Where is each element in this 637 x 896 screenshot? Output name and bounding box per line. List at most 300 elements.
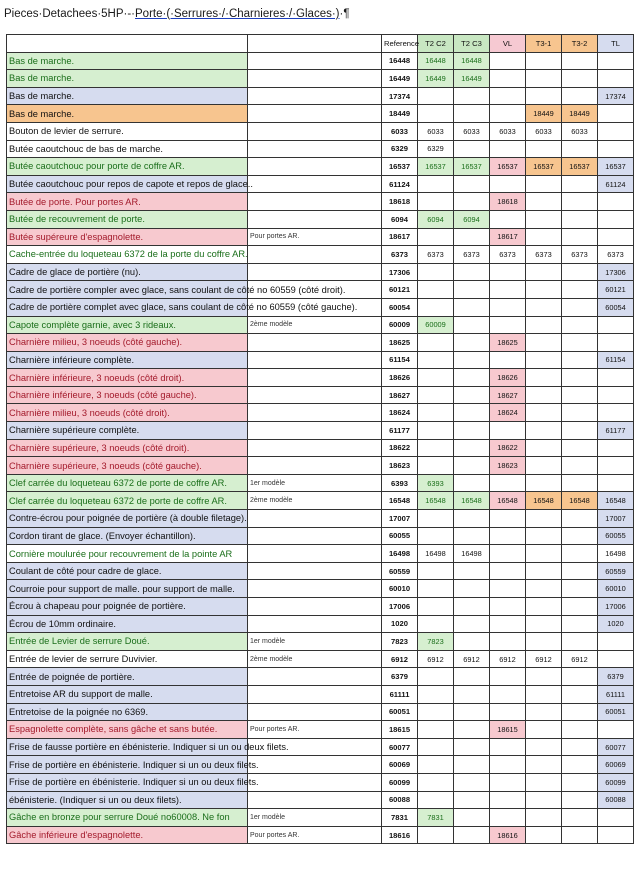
table-row: [7, 668, 634, 686]
model-cell-2: [454, 633, 490, 651]
model-cell-4: [526, 756, 562, 774]
part-note: [248, 87, 382, 105]
header-reference: Reference: [382, 35, 418, 53]
model-cell-3: [490, 351, 526, 369]
model-cell-3: [490, 140, 526, 158]
model-cell-6: 16548: [598, 492, 634, 510]
model-cell-3: 18618: [490, 193, 526, 211]
model-cell-5: [562, 210, 598, 228]
model-cell-1: 6373: [418, 246, 454, 264]
model-cell-2: 6094: [454, 210, 490, 228]
model-cell-5: [562, 809, 598, 827]
model-cell-5: [562, 633, 598, 651]
part-reference: 60069: [382, 756, 418, 774]
part-description: Clef carrée du loqueteau 6372 de porte de coffre AR.: [7, 474, 248, 492]
model-cell-1: [418, 175, 454, 193]
part-reference: 6379: [382, 668, 418, 686]
model-cell-6: 60051: [598, 703, 634, 721]
model-cell-1: [418, 281, 454, 299]
model-cell-4: [526, 175, 562, 193]
part-reference: 60009: [382, 316, 418, 334]
model-cell-3: [490, 615, 526, 633]
header-col-4: T3-1: [526, 35, 562, 53]
part-note: [248, 545, 382, 563]
model-cell-5: [562, 439, 598, 457]
model-cell-2: [454, 369, 490, 387]
part-note: [248, 773, 382, 791]
model-cell-5: [562, 580, 598, 598]
model-cell-6: 61177: [598, 422, 634, 440]
part-reference: 18625: [382, 334, 418, 352]
part-description: Charnière milieu, 3 noeuds (côté droit).: [7, 404, 248, 422]
model-cell-5: [562, 738, 598, 756]
model-cell-4: [526, 316, 562, 334]
part-description: Écrou à chapeau pour poignée de portière.: [7, 598, 248, 616]
model-cell-1: 16448: [418, 52, 454, 70]
model-cell-5: [562, 87, 598, 105]
model-cell-5: [562, 193, 598, 211]
table-row: [7, 756, 634, 774]
model-cell-5: 18449: [562, 105, 598, 123]
part-reference: 60121: [382, 281, 418, 299]
table-row: [7, 826, 634, 844]
model-cell-1: [418, 457, 454, 475]
table-row: [7, 246, 634, 264]
table-row: [7, 545, 634, 563]
model-cell-4: [526, 210, 562, 228]
part-description: Butée de recouvrement de porte.: [7, 210, 248, 228]
model-cell-5: [562, 773, 598, 791]
model-cell-1: [418, 791, 454, 809]
model-cell-6: 60077: [598, 738, 634, 756]
model-cell-1: [418, 351, 454, 369]
part-description: Butée supéreure d'espagnolette.: [7, 228, 248, 246]
model-cell-4: [526, 738, 562, 756]
model-cell-1: [418, 404, 454, 422]
part-reference: 60051: [382, 703, 418, 721]
part-note: [248, 158, 382, 176]
model-cell-5: [562, 351, 598, 369]
part-description: Écrou de 10mm ordinaire.: [7, 615, 248, 633]
part-note: Pour portes AR.: [248, 228, 382, 246]
model-cell-6: [598, 210, 634, 228]
part-reference: 6094: [382, 210, 418, 228]
model-cell-2: [454, 422, 490, 440]
model-cell-5: [562, 263, 598, 281]
model-cell-4: [526, 633, 562, 651]
model-cell-4: [526, 298, 562, 316]
model-cell-6: 17374: [598, 87, 634, 105]
model-cell-5: [562, 703, 598, 721]
model-cell-3: 18617: [490, 228, 526, 246]
model-cell-6: [598, 650, 634, 668]
model-cell-4: [526, 52, 562, 70]
header-desc-cell: [7, 35, 248, 53]
model-cell-3: [490, 703, 526, 721]
part-note: [248, 562, 382, 580]
model-cell-2: [454, 316, 490, 334]
model-cell-6: [598, 474, 634, 492]
table-row: [7, 650, 634, 668]
model-cell-1: [418, 756, 454, 774]
model-cell-6: [598, 316, 634, 334]
model-cell-3: [490, 738, 526, 756]
table-row: [7, 457, 634, 475]
model-cell-4: [526, 545, 562, 563]
table-row: [7, 351, 634, 369]
table-row: [7, 105, 634, 123]
part-reference: 16548: [382, 492, 418, 510]
model-cell-5: [562, 562, 598, 580]
part-note: [248, 334, 382, 352]
model-cell-4: [526, 580, 562, 598]
model-cell-5: [562, 598, 598, 616]
model-cell-3: 18623: [490, 457, 526, 475]
part-note: [248, 175, 382, 193]
model-cell-2: 6033: [454, 122, 490, 140]
table-row: [7, 228, 634, 246]
model-cell-3: [490, 633, 526, 651]
part-reference: 61124: [382, 175, 418, 193]
model-cell-6: [598, 826, 634, 844]
table-row: [7, 773, 634, 791]
model-cell-1: 6393: [418, 474, 454, 492]
model-cell-6: [598, 809, 634, 827]
model-cell-6: 60088: [598, 791, 634, 809]
model-cell-5: [562, 615, 598, 633]
model-cell-3: [490, 809, 526, 827]
table-row: [7, 791, 634, 809]
model-cell-1: [418, 598, 454, 616]
model-cell-5: [562, 791, 598, 809]
model-cell-4: [526, 87, 562, 105]
model-cell-3: 18625: [490, 334, 526, 352]
part-note: 2ème modèle: [248, 492, 382, 510]
model-cell-2: [454, 721, 490, 739]
model-cell-5: [562, 826, 598, 844]
model-cell-1: 16449: [418, 70, 454, 88]
part-note: [248, 70, 382, 88]
part-description: Charnière supérieure, 3 noeuds (côté droit).: [7, 439, 248, 457]
part-note: [248, 140, 382, 158]
part-description: Butée de porte. Pour portes AR.: [7, 193, 248, 211]
model-cell-4: [526, 193, 562, 211]
model-cell-1: [418, 369, 454, 387]
part-note: 1er modèle: [248, 809, 382, 827]
model-cell-3: 16537: [490, 158, 526, 176]
model-cell-4: 6373: [526, 246, 562, 264]
model-cell-6: [598, 721, 634, 739]
part-description: Cornière moulurée pour recouvrement de la pointe AR: [7, 545, 248, 563]
model-cell-4: 6033: [526, 122, 562, 140]
model-cell-3: 18624: [490, 404, 526, 422]
part-note: [248, 510, 382, 528]
part-note: 1er modèle: [248, 633, 382, 651]
table-row: [7, 140, 634, 158]
table-row: [7, 210, 634, 228]
model-cell-4: [526, 562, 562, 580]
model-cell-2: [454, 404, 490, 422]
model-cell-5: [562, 527, 598, 545]
model-cell-4: [526, 527, 562, 545]
model-cell-6: [598, 633, 634, 651]
model-cell-6: 60099: [598, 773, 634, 791]
table-row: [7, 721, 634, 739]
model-cell-2: 16537: [454, 158, 490, 176]
part-reference: 61111: [382, 685, 418, 703]
part-reference: 6393: [382, 474, 418, 492]
part-description: ébénisterie. (Indiquer si un ou deux filets).: [7, 791, 248, 809]
model-cell-2: [454, 791, 490, 809]
model-cell-2: [454, 580, 490, 598]
part-note: [248, 439, 382, 457]
part-reference: 18626: [382, 369, 418, 387]
part-reference: 6373: [382, 246, 418, 264]
model-cell-3: [490, 105, 526, 123]
model-cell-6: [598, 369, 634, 387]
model-cell-1: 16537: [418, 158, 454, 176]
table-row: [7, 598, 634, 616]
model-cell-1: [418, 721, 454, 739]
table-row: [7, 386, 634, 404]
part-description: Frise de portière en ébénisterie. Indiquer si un ou deux filets.: [7, 756, 248, 774]
part-description: Bouton de levier de serrure.: [7, 122, 248, 140]
model-cell-2: [454, 756, 490, 774]
table-row: [7, 334, 634, 352]
table-row: [7, 369, 634, 387]
part-description: Courroie pour support de malle. pour support de malle.: [7, 580, 248, 598]
model-cell-3: 18627: [490, 386, 526, 404]
model-cell-1: 16548: [418, 492, 454, 510]
model-cell-6: 6373: [598, 246, 634, 264]
part-description: Cordon tirant de glace. (Envoyer échantillon).: [7, 527, 248, 545]
model-cell-3: 6912: [490, 650, 526, 668]
model-cell-3: [490, 263, 526, 281]
model-cell-3: 18615: [490, 721, 526, 739]
part-description: Cadre de portière complet avec glace, sans coulant de côté no 60559 (côté gauche).: [7, 298, 248, 316]
part-reference: 1020: [382, 615, 418, 633]
table-row: [7, 158, 634, 176]
model-cell-2: [454, 351, 490, 369]
model-cell-2: [454, 193, 490, 211]
model-cell-3: [490, 422, 526, 440]
model-cell-6: [598, 70, 634, 88]
model-cell-3: [490, 474, 526, 492]
model-cell-2: 6912: [454, 650, 490, 668]
model-cell-2: [454, 334, 490, 352]
model-cell-2: [454, 140, 490, 158]
model-cell-4: [526, 685, 562, 703]
model-cell-5: [562, 334, 598, 352]
part-reference: 60010: [382, 580, 418, 598]
model-cell-2: [454, 826, 490, 844]
model-cell-5: [562, 281, 598, 299]
model-cell-1: [418, 386, 454, 404]
model-cell-6: 60054: [598, 298, 634, 316]
part-note: [248, 386, 382, 404]
model-cell-1: [418, 263, 454, 281]
model-cell-3: 18626: [490, 369, 526, 387]
model-cell-3: [490, 510, 526, 528]
table-row: [7, 193, 634, 211]
model-cell-1: [418, 298, 454, 316]
part-note: [248, 791, 382, 809]
part-description: Frise de portière en ébénisterie. Indiquer si un ou deux filets.: [7, 773, 248, 791]
model-cell-5: [562, 510, 598, 528]
model-cell-2: [454, 175, 490, 193]
model-cell-6: 17306: [598, 263, 634, 281]
part-reference: 18616: [382, 826, 418, 844]
part-description: Charnière milieu, 3 noeuds (côté gauche).: [7, 334, 248, 352]
part-description: Entrée de Levier de serrure Doué.: [7, 633, 248, 651]
part-reference: 16449: [382, 70, 418, 88]
model-cell-1: 16498: [418, 545, 454, 563]
table-row: [7, 580, 634, 598]
table-row: [7, 52, 634, 70]
model-cell-4: 16548: [526, 492, 562, 510]
model-cell-1: 6094: [418, 210, 454, 228]
model-cell-6: 61124: [598, 175, 634, 193]
model-cell-1: [418, 193, 454, 211]
table-row: [7, 404, 634, 422]
model-cell-2: [454, 685, 490, 703]
model-cell-4: [526, 721, 562, 739]
part-description: Entretoise de la poignée no 6369.: [7, 703, 248, 721]
part-reference: 18615: [382, 721, 418, 739]
model-cell-5: [562, 316, 598, 334]
model-cell-2: 16548: [454, 492, 490, 510]
part-reference: 18624: [382, 404, 418, 422]
title-prefix: Pieces·Detachees·5HP·-·: [4, 8, 136, 20]
part-description: Clef carrée du loqueteau 6372 de porte de coffre AR.: [7, 492, 248, 510]
model-cell-5: [562, 756, 598, 774]
part-note: Pour portes AR.: [248, 826, 382, 844]
header-col-5: T3-2: [562, 35, 598, 53]
part-reference: 7831: [382, 809, 418, 827]
part-description: Butée caoutchouc pour porte de coffre AR.: [7, 158, 248, 176]
model-cell-4: [526, 70, 562, 88]
part-reference: 6033: [382, 122, 418, 140]
model-cell-2: [454, 809, 490, 827]
model-cell-3: [490, 685, 526, 703]
model-cell-1: [418, 668, 454, 686]
model-cell-4: 18449: [526, 105, 562, 123]
model-cell-6: 17007: [598, 510, 634, 528]
model-cell-6: [598, 52, 634, 70]
model-cell-3: [490, 316, 526, 334]
model-cell-6: 60069: [598, 756, 634, 774]
model-cell-6: 1020: [598, 615, 634, 633]
part-note: [248, 527, 382, 545]
part-description: Coulant de côté pour cadre de glace.: [7, 562, 248, 580]
table-row: [7, 474, 634, 492]
table-row: [7, 703, 634, 721]
model-cell-5: [562, 545, 598, 563]
model-cell-2: [454, 474, 490, 492]
model-cell-4: 16537: [526, 158, 562, 176]
part-description: Contre-écrou pour poignée de portière (à double filetage).: [7, 510, 248, 528]
model-cell-1: [418, 580, 454, 598]
model-cell-5: [562, 457, 598, 475]
model-cell-2: [454, 510, 490, 528]
model-cell-4: 6912: [526, 650, 562, 668]
part-note: [248, 756, 382, 774]
model-cell-2: 16498: [454, 545, 490, 563]
model-cell-6: 16498: [598, 545, 634, 563]
table-row: [7, 281, 634, 299]
part-description: Entretoise AR du support de malle.: [7, 685, 248, 703]
part-reference: 60055: [382, 527, 418, 545]
model-cell-2: [454, 105, 490, 123]
model-cell-2: [454, 228, 490, 246]
model-cell-5: 16537: [562, 158, 598, 176]
model-cell-5: [562, 70, 598, 88]
part-note: [248, 210, 382, 228]
model-cell-4: [526, 791, 562, 809]
part-description: Bas de marche.: [7, 70, 248, 88]
model-cell-6: [598, 457, 634, 475]
part-description: Gâche inférieure d'espagnolette.: [7, 826, 248, 844]
model-cell-4: [526, 826, 562, 844]
model-cell-4: [526, 703, 562, 721]
model-cell-5: [562, 52, 598, 70]
part-note: [248, 703, 382, 721]
model-cell-1: [418, 422, 454, 440]
table-row: [7, 527, 634, 545]
part-reference: 60077: [382, 738, 418, 756]
model-cell-4: [526, 457, 562, 475]
table-row: [7, 685, 634, 703]
part-description: Charnière supérieure, 3 noeuds (côté gauche).: [7, 457, 248, 475]
model-cell-4: [526, 351, 562, 369]
part-description: Cadre de portière compler avec glace, sans coulant de côté no 60559 (côté droit).: [7, 281, 248, 299]
part-description: Butée caoutchouc de bas de marche.: [7, 140, 248, 158]
model-cell-6: 61154: [598, 351, 634, 369]
model-cell-6: [598, 122, 634, 140]
table-row: [7, 492, 634, 510]
model-cell-3: [490, 175, 526, 193]
model-cell-5: [562, 474, 598, 492]
part-reference: 17007: [382, 510, 418, 528]
model-cell-5: 6033: [562, 122, 598, 140]
part-reference: 60054: [382, 298, 418, 316]
model-cell-1: [418, 562, 454, 580]
model-cell-1: [418, 87, 454, 105]
model-cell-5: [562, 140, 598, 158]
table-row: [7, 70, 634, 88]
part-reference: 18627: [382, 386, 418, 404]
part-note: [248, 457, 382, 475]
part-description: Bas de marche.: [7, 52, 248, 70]
model-cell-6: [598, 105, 634, 123]
model-cell-2: 16449: [454, 70, 490, 88]
model-cell-1: [418, 738, 454, 756]
header-note-cell: [248, 35, 382, 53]
table-row: [7, 87, 634, 105]
part-description: Charnière inférieure complète.: [7, 351, 248, 369]
part-description: Charnière supérieure complète.: [7, 422, 248, 440]
part-reference: 60088: [382, 791, 418, 809]
part-note: [248, 615, 382, 633]
model-cell-6: 17006: [598, 598, 634, 616]
part-note: [248, 122, 382, 140]
title-suffix: ·¶: [339, 8, 350, 20]
model-cell-6: 6379: [598, 668, 634, 686]
part-description: Entrée de poignée de portière.: [7, 668, 248, 686]
model-cell-1: [418, 334, 454, 352]
model-cell-4: [526, 598, 562, 616]
model-cell-3: [490, 545, 526, 563]
